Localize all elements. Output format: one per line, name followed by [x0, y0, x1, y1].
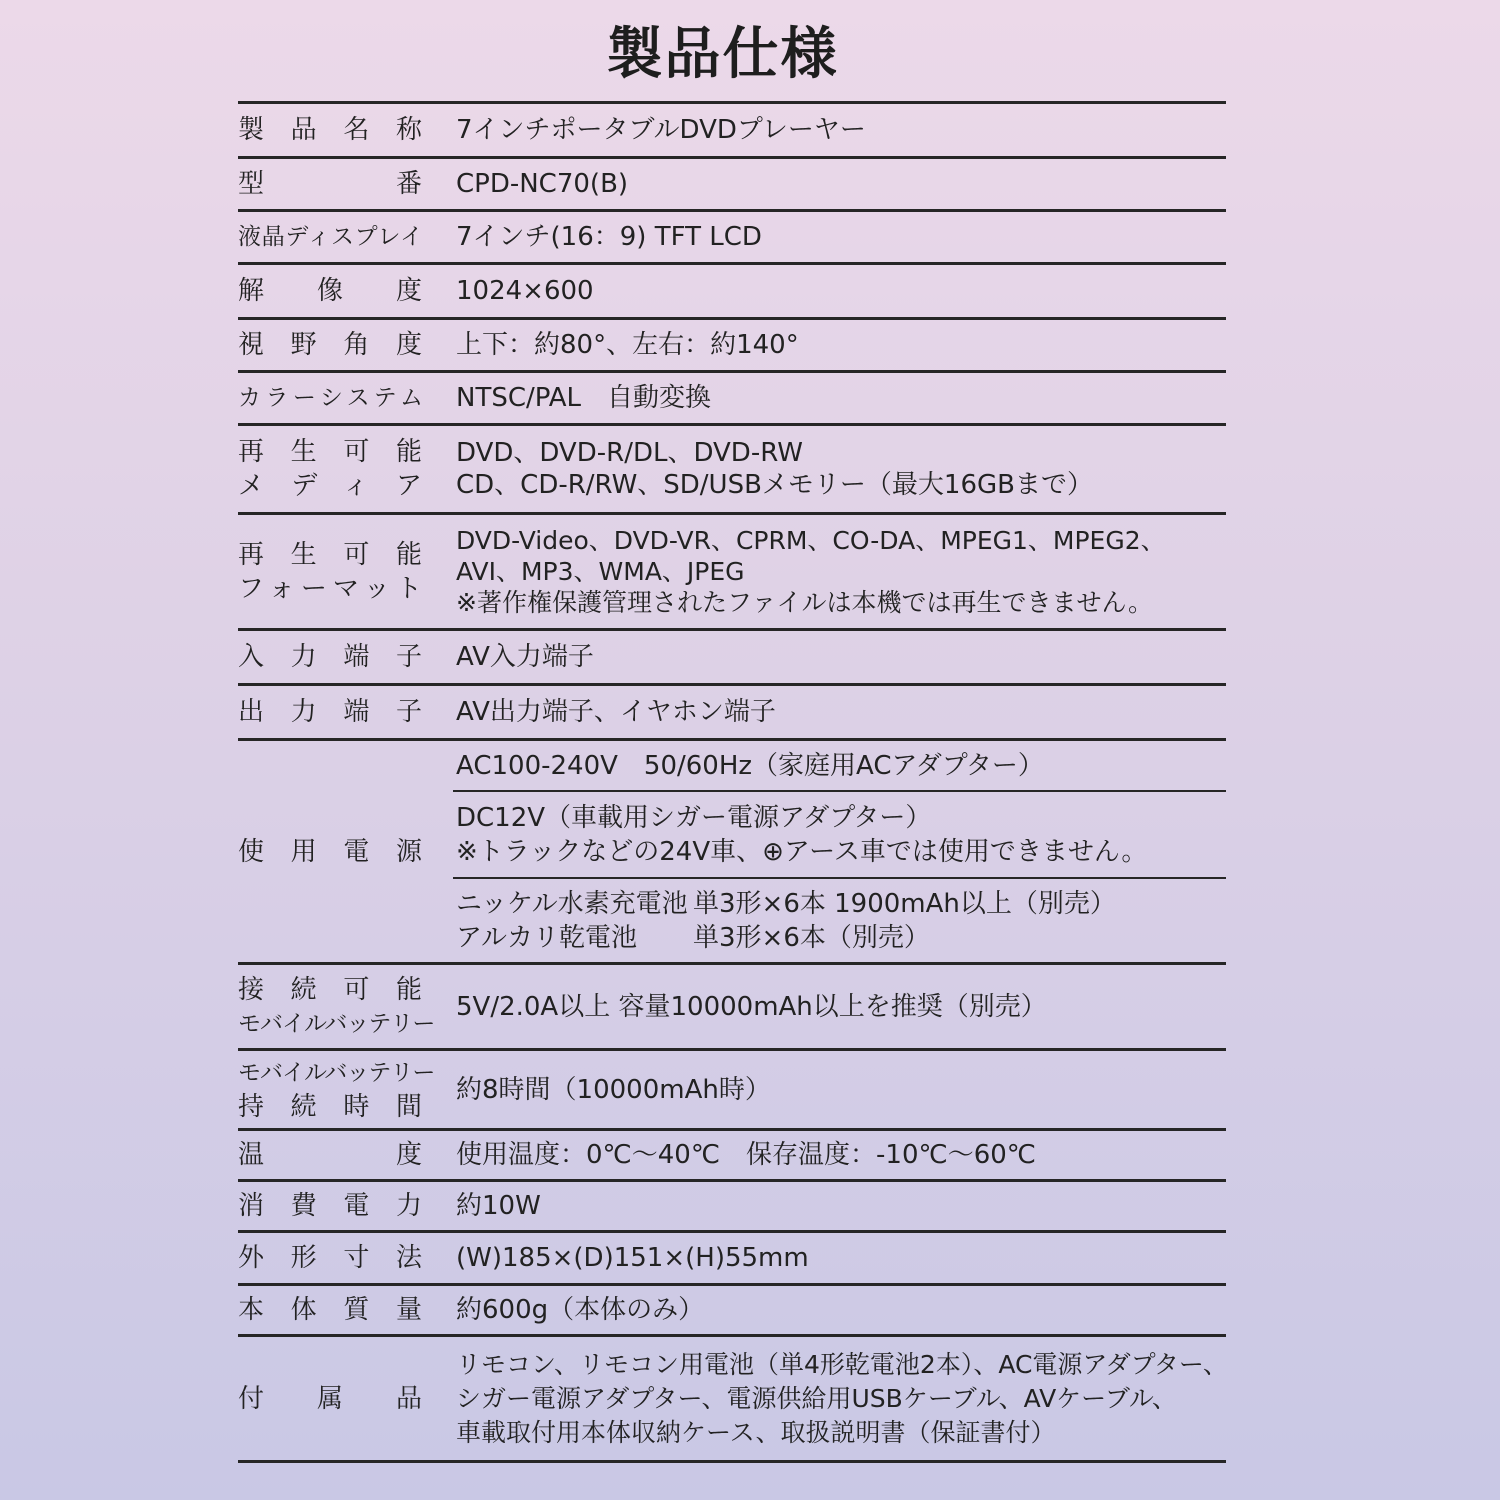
spec-value: 約10W — [456, 1191, 541, 1221]
spec-row-accessories — [238, 1337, 1226, 1460]
spec-value: 7インチ(16：9) TFT LCD — [456, 222, 762, 252]
spec-value: 1024×600 — [456, 276, 594, 306]
spec-row-model — [238, 159, 1226, 209]
spec-value: (W)185×(D)151×(H)55mm — [456, 1243, 809, 1273]
spec-row-temperature — [238, 1131, 1226, 1179]
spec-label: 外形寸法 — [238, 1243, 422, 1273]
spec-value: リモコン、リモコン用電池（単4形乾電池2本）、AC電源アダプター、 シガー電源アダプター、電源供給用USBケーブル、AVケーブル、 車載取付用本体収納ケース、取扱説明書（保証書付） — [456, 1349, 1228, 1447]
spec-label: モバイルバッテリー 持続時間 — [238, 1059, 435, 1122]
spec-value: AV入力端子 — [456, 642, 594, 672]
spec-label: カラーシステム — [238, 385, 422, 411]
spec-label: 接続可能 モバイルバッテリー — [238, 974, 435, 1037]
spec-row-weight — [238, 1286, 1226, 1334]
spec-row-viewing-angle — [238, 320, 1226, 370]
spec-label: 製品名称 — [238, 115, 422, 145]
spec-value: 7インチポータブルDVDプレーヤー — [456, 115, 866, 145]
spec-label: 視野角度 — [238, 330, 422, 360]
sub-divider — [453, 790, 1226, 792]
spec-label: 消費電力 — [238, 1191, 422, 1221]
spec-row-output — [238, 686, 1226, 738]
spec-value: 約8時間（10000mAh時） — [456, 1074, 771, 1105]
battery-nimh: ニッケル水素充電池 単3形×6本 1900mAh以上（別売） — [456, 889, 1116, 919]
spec-row-input — [238, 631, 1226, 683]
spec-row-media — [238, 426, 1226, 512]
spec-value: CPD-NC70(B) — [456, 169, 629, 199]
page-title: 製品仕様 — [606, 22, 839, 87]
spec-value: DVD-Video、DVD-VR、CPRM、CO-DA、MPEG1、MPEG2、 AVI、MP3、WMA、JPEG ※著作権保護管理されたファイルは本機では再生できません。 — [456, 526, 1166, 617]
spec-value: NTSC/PAL 自動変換 — [456, 383, 712, 413]
spec-label: 付 属 品 — [238, 1383, 422, 1414]
spec-label: 再生可能 フォーマット — [238, 539, 422, 604]
spec-row-battery-duration — [238, 1051, 1226, 1128]
spec-row-mobile-battery — [238, 965, 1226, 1048]
spec-label: 使用電源 — [238, 836, 422, 867]
spec-label: 温 度 — [238, 1140, 422, 1170]
spec-value: DVD、DVD-R/DL、DVD-RW CD、CD-R/RW、SD/USBメモリー（最大16GBまで） — [456, 438, 1094, 500]
power-battery — [456, 880, 1226, 962]
power-ac: AC100-240V 50/60Hz（家庭用ACアダプター） — [456, 750, 1044, 781]
spec-label: 型 番 — [238, 169, 422, 199]
spec-row-dimensions — [238, 1233, 1226, 1283]
spec-label: 入力端子 — [238, 642, 422, 672]
power-dc: DC12V（車載用シガー電源アダプター） ※トラックなどの24V車、⊕アース車では使用できません。 — [456, 803, 1148, 867]
spec-row-product-name — [238, 104, 1226, 156]
spec-value: 使用温度：0℃〜40℃ 保存温度：-10℃〜60℃ — [456, 1140, 1036, 1170]
spec-label: 再生可能 メディア — [238, 437, 422, 501]
spec-label: 出力端子 — [238, 697, 422, 727]
spec-label: 液晶ディスプレイ — [238, 224, 422, 250]
spec-value: 上下：約80°、左右：約140° — [456, 330, 799, 360]
spec-value: 約600g（本体のみ） — [456, 1295, 705, 1325]
spec-row-resolution — [238, 265, 1226, 317]
spec-row-display — [238, 212, 1226, 262]
spec-row-format — [238, 515, 1226, 628]
spec-value: AV出力端子、イヤホン端子 — [456, 697, 776, 727]
sub-divider — [453, 877, 1226, 879]
spec-label: 本体質量 — [238, 1295, 422, 1325]
spec-label: 解像度 — [238, 276, 422, 306]
spec-row-power — [238, 741, 1226, 962]
spec-value: 5V/2.0A以上 容量10000mAh以上を推奨（別売） — [456, 991, 1047, 1022]
spec-row-power-consumption — [238, 1182, 1226, 1230]
battery-alkaline: アルカリ乾電池 単3形×6本（別売） — [456, 923, 930, 953]
divider — [238, 1460, 1226, 1463]
spec-row-color-system — [238, 373, 1226, 423]
